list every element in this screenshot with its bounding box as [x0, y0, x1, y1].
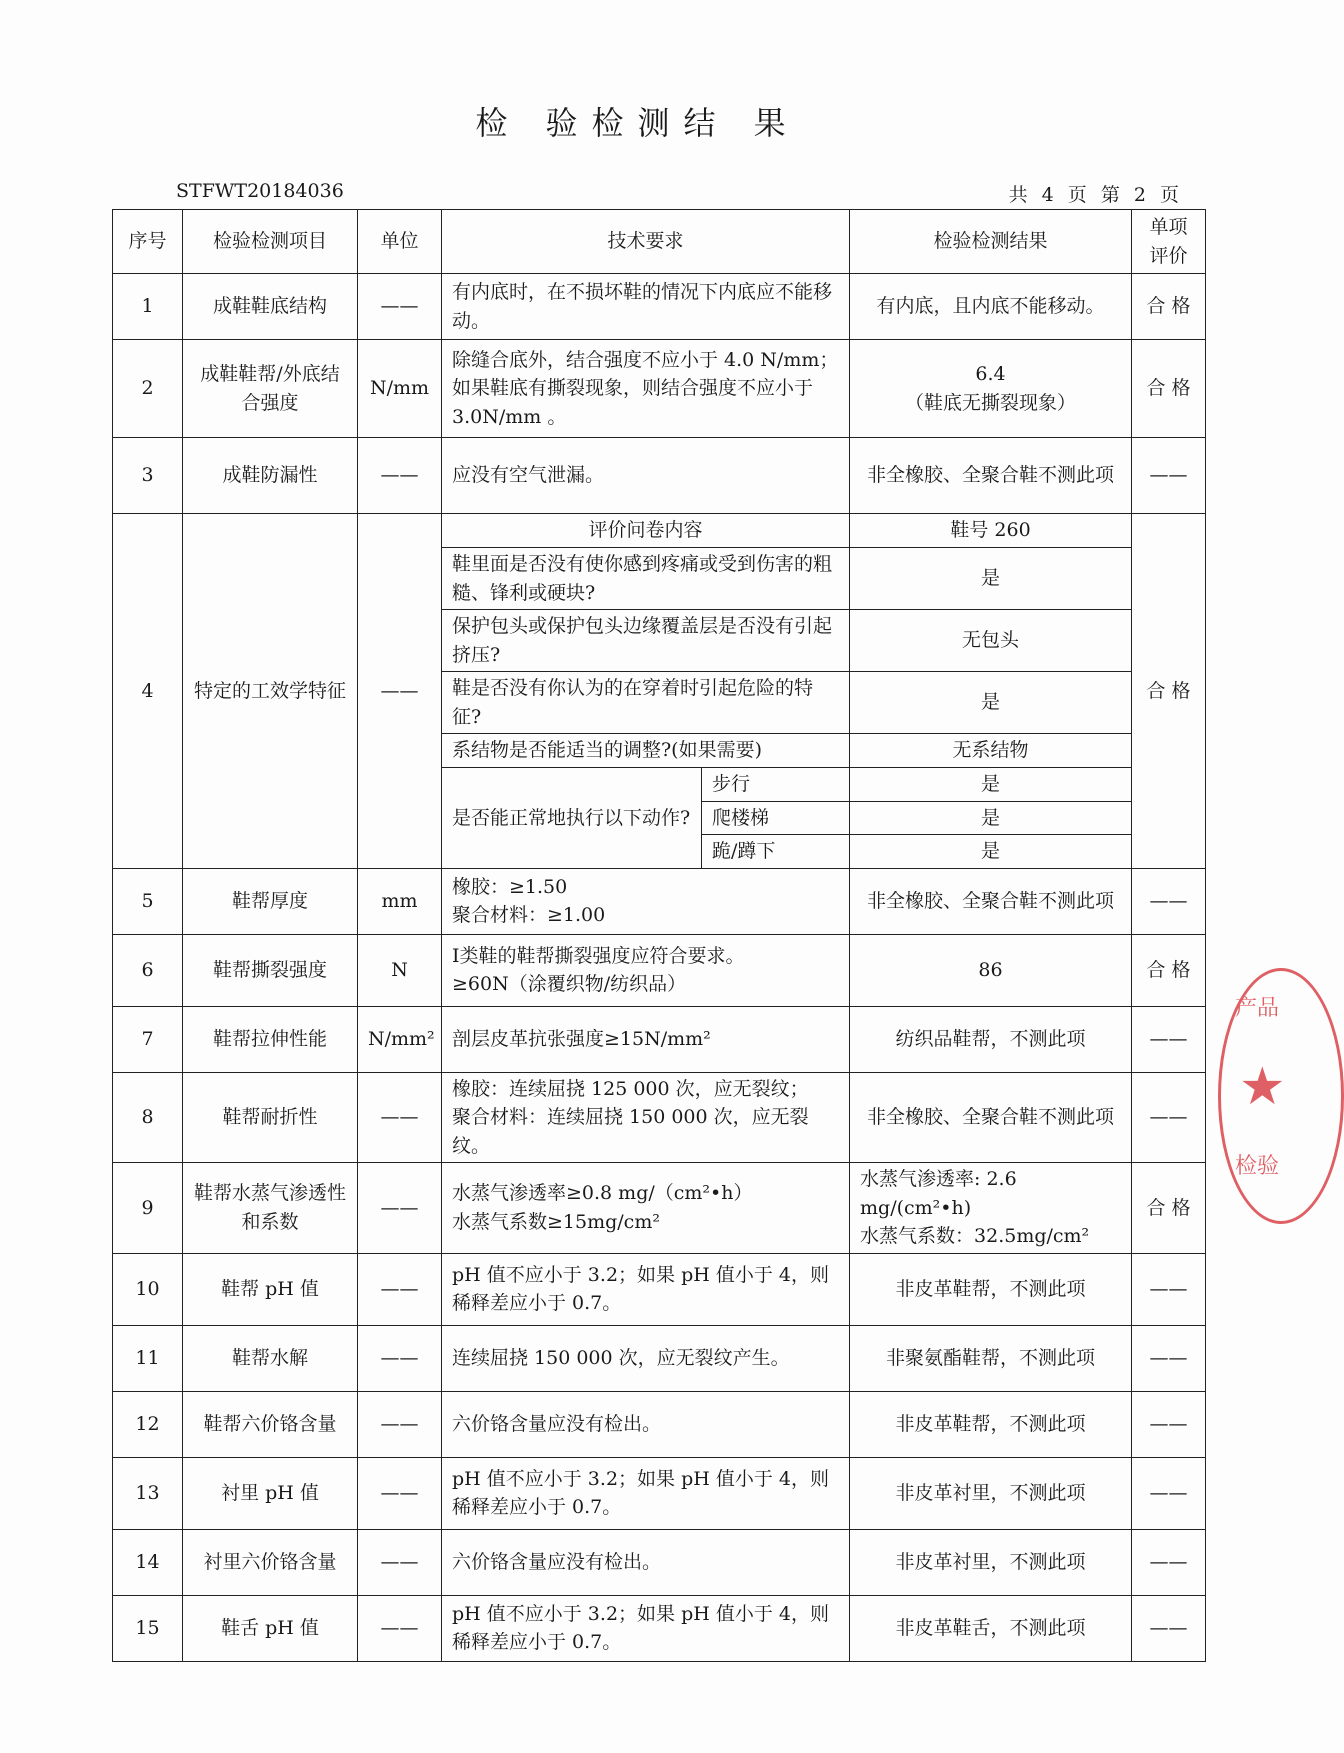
row-unit: ——	[358, 1529, 442, 1595]
question: 鞋是否没有你认为的在穿着时引起危险的特征?	[442, 672, 850, 734]
row-unit: ——	[358, 1595, 442, 1661]
answer: 无包头	[850, 610, 1132, 672]
header-requirement: 技术要求	[442, 210, 850, 274]
table-row	[113, 1457, 1206, 1529]
row-requirement: pH 值不应小于 3.2；如果 pH 值小于 4，则稀释差应小于 0.7。	[442, 1253, 850, 1325]
row-requirement	[442, 1163, 850, 1254]
header-no: 序号	[113, 210, 183, 274]
header-item: 检验检测项目	[183, 210, 358, 274]
answer: 无系结物	[850, 734, 1132, 768]
table-row	[113, 1529, 1206, 1595]
row-no: 10	[113, 1253, 183, 1325]
row-no: 8	[113, 1072, 183, 1163]
table-row	[113, 1163, 1206, 1254]
row-requirement: 有内底时，在不损坏鞋的情况下内底应不能移动。	[442, 274, 850, 340]
requirement-line: ≥60N（涂覆织物/纺织品）	[452, 973, 687, 995]
row-eval: ——	[1132, 868, 1206, 934]
row-no: 11	[113, 1325, 183, 1391]
row-item: 衬里 pH 值	[183, 1457, 358, 1529]
row-eval: 合 格	[1132, 1163, 1206, 1254]
row-eval: ——	[1132, 1006, 1206, 1072]
question: 是否能正常地执行以下动作?	[442, 768, 702, 869]
star-icon: ★	[1239, 1057, 1286, 1117]
table-row	[113, 1595, 1206, 1661]
row-unit: mm	[358, 868, 442, 934]
row-item: 鞋帮耐折性	[183, 1072, 358, 1163]
row-requirement: 连续屈挠 150 000 次，应无裂纹产生。	[442, 1325, 850, 1391]
row-eval: ——	[1132, 1253, 1206, 1325]
row-result: 86	[850, 934, 1132, 1006]
table-row	[113, 934, 1206, 1006]
page-info: 共 4 页 第 2 页	[1008, 184, 1179, 206]
header-unit: 单位	[358, 210, 442, 274]
row-no: 1	[113, 274, 183, 340]
row-unit: ——	[358, 1163, 442, 1254]
row-no: 5	[113, 868, 183, 934]
row-requirement: 六价铬含量应没有检出。	[442, 1529, 850, 1595]
row-result: 非皮革鞋舌，不测此项	[850, 1595, 1132, 1661]
row-requirement: 六价铬含量应没有检出。	[442, 1391, 850, 1457]
row-no: 14	[113, 1529, 183, 1595]
row-result-note: （鞋底无撕裂现象）	[905, 391, 1077, 414]
row-result: 纺织品鞋帮，不测此项	[850, 1006, 1132, 1072]
action: 跪/蹲下	[702, 835, 850, 869]
row-unit: N	[358, 934, 442, 1006]
row-unit: ——	[358, 1457, 442, 1529]
requirement-line: 橡胶：≥1.50	[452, 875, 568, 898]
row-result: 非皮革鞋帮，不测此项	[850, 1391, 1132, 1457]
questionnaire-header: 评价问卷内容	[442, 514, 850, 548]
row-requirement	[442, 1072, 850, 1163]
table-row	[113, 868, 1206, 934]
table-row	[113, 1072, 1206, 1163]
answer: 是	[850, 835, 1132, 869]
requirement-line: 橡胶：连续屈挠 125 000 次，应无裂纹；	[452, 1077, 809, 1100]
row-requirement: pH 值不应小于 3.2；如果 pH 值小于 4，则稀释差应小于 0.7。	[442, 1595, 850, 1661]
report-number: STFWT20184036	[176, 180, 344, 202]
red-seal-stamp	[1218, 968, 1344, 1224]
row-item: 鞋帮水解	[183, 1325, 358, 1391]
row-result	[850, 340, 1132, 438]
table-row	[113, 1006, 1206, 1072]
requirement-line: Ⅰ类鞋的鞋帮撕裂强度应符合要求。	[452, 944, 745, 967]
row-result: 非皮革鞋帮，不测此项	[850, 1253, 1132, 1325]
row-eval: ——	[1132, 1457, 1206, 1529]
row-eval: 合 格	[1132, 340, 1206, 438]
row-eval: ——	[1132, 438, 1206, 514]
row-item: 鞋帮撕裂强度	[183, 934, 358, 1006]
shoe-size: 鞋号 260	[850, 514, 1132, 548]
row-unit: N/mm²	[358, 1006, 442, 1072]
row-result-value: 6.4	[975, 363, 1006, 385]
row-result: 非全橡胶、全聚合鞋不测此项	[850, 438, 1132, 514]
stamp-text: 产品	[1235, 996, 1280, 1021]
stamp-text: 检验	[1235, 1154, 1280, 1179]
row-eval: ——	[1132, 1529, 1206, 1595]
table-row	[113, 1253, 1206, 1325]
row-requirement: 除缝合底外，结合强度不应小于 4.0 N/mm；如果鞋底有撕裂现象，则结合强度不应小于 3.0N/mm 。	[442, 340, 850, 438]
row-item: 衬里六价铬含量	[183, 1529, 358, 1595]
row-requirement: 剖层皮革抗张强度≥15N/mm²	[442, 1006, 850, 1072]
row-requirement: 应没有空气泄漏。	[442, 438, 850, 514]
result-line: 水蒸气渗透率: 2.6 mg/(cm²•h)	[860, 1168, 1017, 1219]
row-unit: ——	[358, 1391, 442, 1457]
results-table	[112, 209, 1206, 1662]
row-unit: ——	[358, 1072, 442, 1163]
header-eval: 单项评价	[1132, 210, 1206, 274]
row-unit: ——	[358, 1325, 442, 1391]
row-item: 成鞋鞋底结构	[183, 274, 358, 340]
row-no: 13	[113, 1457, 183, 1529]
requirement-line: 聚合材料：≥1.00	[452, 904, 606, 926]
row-requirement: pH 值不应小于 3.2；如果 pH 值小于 4，则稀释差应小于 0.7。	[442, 1457, 850, 1529]
row-unit: ——	[358, 274, 442, 340]
row-item: 成鞋防漏性	[183, 438, 358, 514]
row-item: 成鞋鞋帮/外底结合强度	[183, 340, 358, 438]
action: 步行	[702, 768, 850, 802]
row-unit: ——	[358, 514, 442, 869]
table-row	[113, 1391, 1206, 1457]
row-eval: ——	[1132, 1325, 1206, 1391]
row-no: 4	[113, 514, 183, 869]
table-row	[113, 274, 1206, 340]
question: 系结物是否能适当的调整?(如果需要)	[442, 734, 850, 768]
row-eval: ——	[1132, 1595, 1206, 1661]
row-item: 鞋帮六价铬含量	[183, 1391, 358, 1457]
row-item: 鞋帮 pH 值	[183, 1253, 358, 1325]
table-row	[113, 340, 1206, 438]
header-result: 检验检测结果	[850, 210, 1132, 274]
row-no: 2	[113, 340, 183, 438]
requirement-line: 聚合材料：连续屈挠 150 000 次，应无裂纹。	[452, 1106, 809, 1157]
row-eval: 合 格	[1132, 514, 1206, 869]
answer: 是	[850, 548, 1132, 610]
row-eval: ——	[1132, 1072, 1206, 1163]
row-no: 9	[113, 1163, 183, 1254]
row-result	[850, 1163, 1132, 1254]
row-requirement	[442, 934, 850, 1006]
row-result: 非全橡胶、全聚合鞋不测此项	[850, 1072, 1132, 1163]
requirement-line: 水蒸气系数≥15mg/cm²	[452, 1210, 660, 1233]
answer: 是	[850, 672, 1132, 734]
row-item: 鞋舌 pH 值	[183, 1595, 358, 1661]
row-no: 3	[113, 438, 183, 514]
row-no: 6	[113, 934, 183, 1006]
row-item: 鞋帮水蒸气渗透性和系数	[183, 1163, 358, 1254]
row-unit: ——	[358, 1253, 442, 1325]
row-no: 15	[113, 1595, 183, 1661]
question: 保护包头或保护包头边缘覆盖层是否没有引起挤压?	[442, 610, 850, 672]
row-requirement	[442, 868, 850, 934]
row-unit: N/mm	[358, 340, 442, 438]
row-no: 7	[113, 1006, 183, 1072]
row-eval: 合 格	[1132, 274, 1206, 340]
row-result: 有内底，且内底不能移动。	[850, 274, 1132, 340]
row-item: 特定的工效学特征	[183, 514, 358, 869]
row-unit: ——	[358, 438, 442, 514]
page-title: 检 验检测结 果	[475, 104, 800, 142]
row-eval: ——	[1132, 1391, 1206, 1457]
row-eval: 合 格	[1132, 934, 1206, 1006]
table-row	[113, 1325, 1206, 1391]
table-row	[113, 438, 1206, 514]
answer: 是	[850, 768, 1132, 802]
row-result: 非皮革衬里，不测此项	[850, 1529, 1132, 1595]
row-item: 鞋帮厚度	[183, 868, 358, 934]
row-result: 非全橡胶、全聚合鞋不测此项	[850, 868, 1132, 934]
requirement-line: 水蒸气渗透率≥0.8 mg/（cm²•h）	[452, 1182, 753, 1205]
row-result: 非皮革衬里，不测此项	[850, 1457, 1132, 1529]
result-line: 水蒸气系数：32.5mg/cm²	[860, 1225, 1090, 1247]
table-row	[113, 514, 1206, 548]
row-result: 非聚氨酯鞋帮，不测此项	[850, 1325, 1132, 1391]
table-header-row	[113, 210, 1206, 274]
answer: 是	[850, 801, 1132, 835]
row-item: 鞋帮拉伸性能	[183, 1006, 358, 1072]
question: 鞋里面是否没有使你感到疼痛或受到伤害的粗糙、锋利或硬块?	[442, 548, 850, 610]
row-no: 12	[113, 1391, 183, 1457]
action: 爬楼梯	[702, 801, 850, 835]
